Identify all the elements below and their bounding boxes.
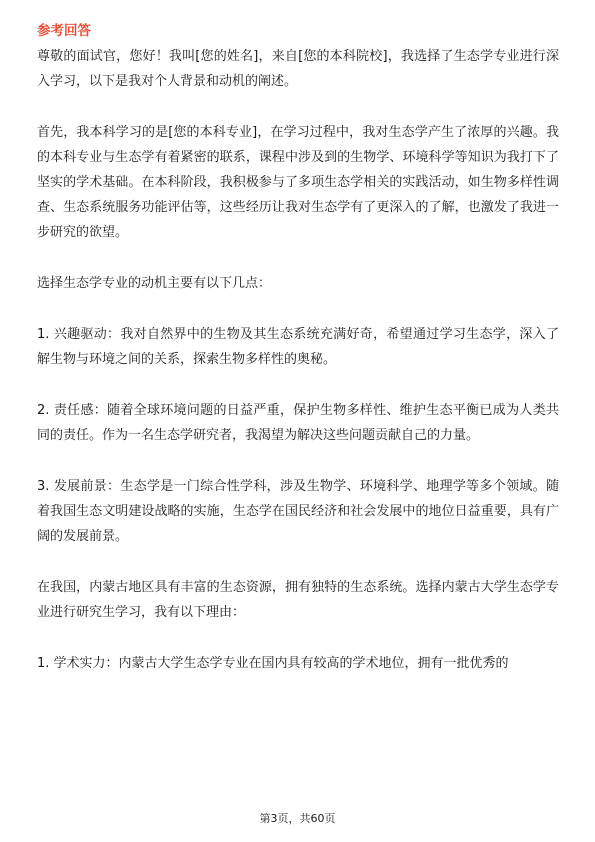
paragraph-motivation-prospects: 3. 发展前景：生态学是一门综合性学科，涉及生物学、环境科学、地理学等多个领域。随着我国生态文明建设战略的实施，生态学在国民经济和社会发展中的地位日益重要，具有广阔的发展前景。 [37,479,559,544]
document-body [37,20,559,702]
paragraph-background: 首先，我本科学习的是[您的本科专业]，在学习过程中，我对生态学产生了浓厚的兴趣。我的本科专业与生态学有着紧密的联系，课程中涉及到的生物学、环境科学等知识为我打下了坚实的学术基础。在本科阶段，我积极参与了多项生态学相关的实践活动，如生物多样性调查、生态系统服务功能评估等，这些经历让我对生态学有了更深入的了解，也激发了我进一步研究的欲望。 [37,125,559,240]
page-number-footer: 第3页，共60页 [259,812,336,825]
section-heading: 参考回答 [37,23,91,39]
paragraph-intro: 尊敬的面试官，您好！我叫[您的姓名]，来自[您的本科院校]，我选择了生态学专业进行深入学习，以下是我对个人背景和动机的阐述。 [37,49,559,89]
paragraph-motivation-intro: 选择生态学专业的动机主要有以下几点： [37,276,272,291]
paragraph-inner-mongolia: 在我国，内蒙古地区具有丰富的生态资源，拥有独特的生态系统。选择内蒙古大学生态学专业进行研究生学习，我有以下理由： [37,580,559,620]
paragraph-motivation-responsibility: 2. 责任感：随着全球环境问题的日益严重，保护生物多样性、维护生态平衡已成为人类共同的责任。作为一名生态学研究者，我渴望为解决这些问题贡献自己的力量。 [37,403,559,443]
paragraph-reason-academic: 1. 学术实力：内蒙古大学生态学专业在国内具有较高的学术地位，拥有一批优秀的 [37,656,509,671]
paragraph-motivation-interest: 1. 兴趣驱动：我对自然界中的生物及其生态系统充满好奇，希望通过学习生态学，深入了解生物与环境之间的关系，探索生物多样性的奥秘。 [37,327,559,367]
